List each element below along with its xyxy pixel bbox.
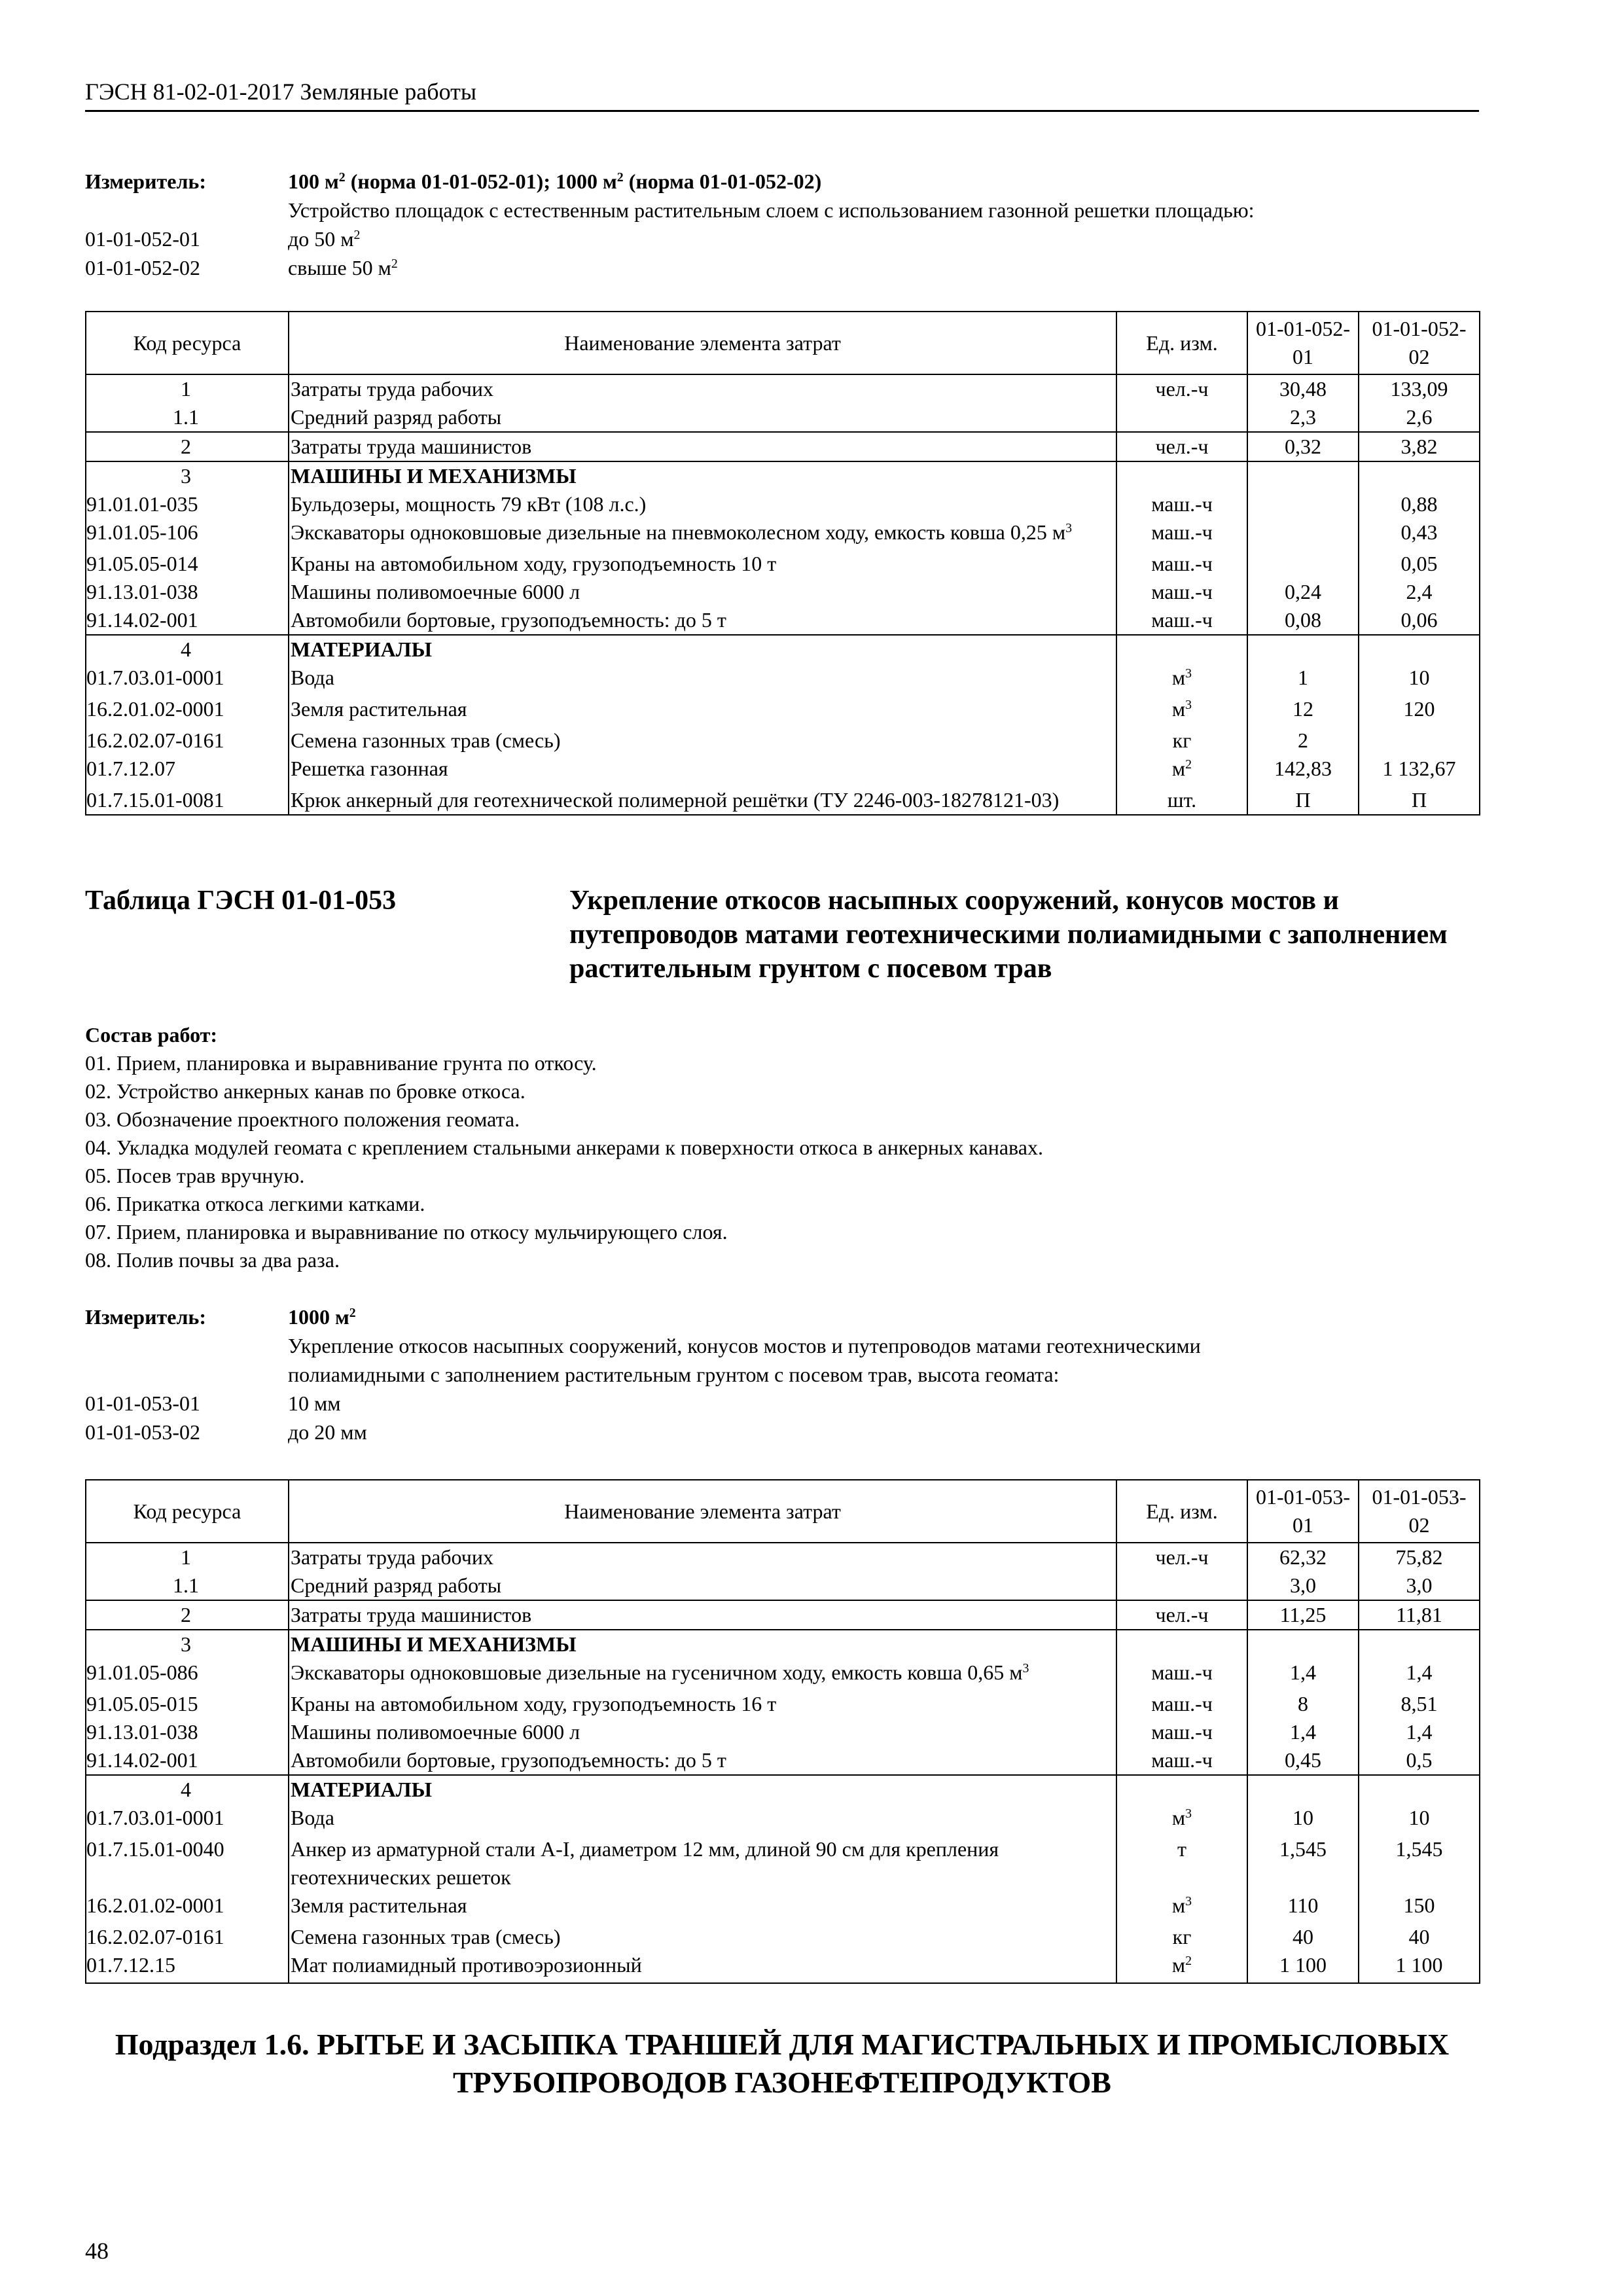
works-item: 08. Полив почвы за два раза. <box>85 1248 340 1272</box>
table-row <box>86 518 1480 550</box>
meter-description: Укрепление откосов насыпных сооружений, конусов мостов и путепроводов матами геотехническими <box>288 1334 1201 1357</box>
cell-value-2: 1,4 <box>1359 1659 1480 1690</box>
cell-value-1: 11,25 <box>1247 1600 1359 1630</box>
cell-unit: кг <box>1116 1923 1247 1951</box>
cell-value-1: 8 <box>1247 1690 1359 1718</box>
cell-unit: чел.-ч <box>1116 1543 1247 1571</box>
header-name: Наименование элемента затрат <box>289 1480 1116 1543</box>
cell-value-1: 3,0 <box>1247 1571 1359 1600</box>
cell-value-2 <box>1359 726 1480 755</box>
cell-value-2: 0,5 <box>1359 1746 1480 1775</box>
cell-value-1 <box>1247 490 1359 518</box>
table-row <box>86 1543 1480 1571</box>
resource-table-052 <box>85 311 1480 816</box>
cell-value-2: П <box>1359 786 1480 815</box>
cell-unit: $м^3$ <box>1116 664 1247 695</box>
cell-unit: маш.-ч <box>1116 606 1247 635</box>
cell-value-1 <box>1247 1630 1359 1659</box>
cell-unit: маш.-ч <box>1116 1718 1247 1746</box>
table-body <box>86 312 1480 815</box>
cell-value-2: 120 <box>1359 695 1480 726</box>
cell-name: Вода <box>289 664 1116 695</box>
cell-unit: чел.-ч <box>1116 1600 1247 1630</box>
cell-code: 4 <box>86 635 289 664</box>
cell-name: МАШИНЫ И МЕХАНИЗМЫ <box>289 461 1116 490</box>
table-row <box>86 1804 1480 1835</box>
cell-value-2: 10 <box>1359 664 1480 695</box>
cell-value-2: 3,0 <box>1359 1571 1480 1600</box>
norm-code: 01-01-052-02 <box>85 256 200 279</box>
running-header: ГЭСН 81-02-01-2017 Земляные работы <box>85 73 1479 112</box>
cell-name: Затраты труда рабочих <box>289 1543 1116 1571</box>
cell-name: Бульдозеры, мощность 79 кВт (108 л.с.) <box>289 490 1116 518</box>
cell-unit: шт. <box>1116 786 1247 815</box>
cell-code: 91.13.01-038 <box>86 578 289 606</box>
cell-value-1 <box>1247 1775 1359 1804</box>
cell-value-1: 62,32 <box>1247 1543 1359 1571</box>
cell-unit <box>1116 1571 1247 1600</box>
cell-code: 91.01.05-106 <box>86 518 289 550</box>
table-row <box>86 635 1480 664</box>
table-row <box>86 664 1480 695</box>
cell-code: 01.7.15.01-0081 <box>86 786 289 815</box>
cell-unit: $м^2$ <box>1116 755 1247 786</box>
cell-unit: $м^2$ <box>1116 1951 1247 1983</box>
cell-code: 01.7.12.07 <box>86 755 289 786</box>
cell-value-2: 1 100 <box>1359 1951 1480 1983</box>
table-row <box>86 1630 1480 1659</box>
cell-unit: маш.-ч <box>1116 1690 1247 1718</box>
table-header-row <box>86 1480 1480 1543</box>
cell-code: 91.05.05-015 <box>86 1690 289 1718</box>
table-row <box>86 1923 1480 1951</box>
cell-name: Экскаваторы одноковшовые дизельные на гусеничном ходу, емкость ковша 0,65 $м^3$ <box>289 1659 1116 1690</box>
works-title: Состав работ: <box>85 1023 218 1047</box>
meter-label: Измеритель: <box>85 170 206 193</box>
cell-code: 1.1 <box>86 1571 289 1600</box>
works-item: 06. Прикатка откоса легкими катками. <box>85 1192 425 1215</box>
cell-name: МАТЕРИАЛЫ <box>289 1775 1116 1804</box>
cell-name: Затраты труда машинистов <box>289 1600 1116 1630</box>
cell-value-2: 0,43 <box>1359 518 1480 550</box>
cell-unit <box>1116 635 1247 664</box>
cell-code: 01.7.03.01-0001 <box>86 1804 289 1835</box>
cell-code: 1.1 <box>86 403 289 432</box>
cell-value-2: 0,06 <box>1359 606 1480 635</box>
cell-code: 01.7.15.01-0040 <box>86 1835 289 1892</box>
cell-value-2: 11,81 <box>1359 1600 1480 1630</box>
cell-value-2 <box>1359 461 1480 490</box>
cell-value-2: 3,82 <box>1359 432 1480 461</box>
header-unit: Ед. изм. <box>1116 1480 1247 1543</box>
norm-code: 01-01-053-02 <box>85 1420 200 1444</box>
cell-name: Краны на автомобильном ходу, грузоподъемность 10 т <box>289 550 1116 578</box>
cell-unit: маш.-ч <box>1116 578 1247 606</box>
cell-value-1: 2 <box>1247 726 1359 755</box>
cell-code: 16.2.02.07-0161 <box>86 726 289 755</box>
norm-code: 01-01-053-01 <box>85 1391 200 1415</box>
cell-value-1: 0,32 <box>1247 432 1359 461</box>
cell-value-2: 1 132,67 <box>1359 755 1480 786</box>
cell-value-2: 2,4 <box>1359 578 1480 606</box>
cell-code: 16.2.02.07-0161 <box>86 1923 289 1951</box>
cell-code: 91.05.05-014 <box>86 550 289 578</box>
cell-name: Средний разряд работы <box>289 1571 1116 1600</box>
cell-name: Затраты труда машинистов <box>289 432 1116 461</box>
cell-name: Автомобили бортовые, грузоподъемность: до 5 т <box>289 1746 1116 1775</box>
cell-name: Крюк анкерный для геотехнической полимерной решётки (ТУ 2246-003-18278121-03) <box>289 786 1116 815</box>
cell-code: 91.01.05-086 <box>86 1659 289 1690</box>
cell-unit: маш.-ч <box>1116 1746 1247 1775</box>
cell-code: 01.7.12.15 <box>86 1951 289 1983</box>
cell-unit: маш.-ч <box>1116 1659 1247 1690</box>
table-row <box>86 1951 1480 1983</box>
cell-code: 3 <box>86 461 289 490</box>
header-col1: 01-01-053-01 <box>1247 1480 1359 1543</box>
works-list <box>85 1021 1479 1274</box>
cell-value-2: 1,545 <box>1359 1835 1480 1892</box>
cell-value-1 <box>1247 518 1359 550</box>
table-header-row <box>86 312 1480 374</box>
cell-name: МАШИНЫ И МЕХАНИЗМЫ <box>289 1630 1116 1659</box>
cell-name: Семена газонных трав (смесь) <box>289 1923 1116 1951</box>
table-title-label: Таблица ГЭСН 01-01-053 <box>85 886 397 916</box>
cell-unit: кг <box>1116 726 1247 755</box>
cell-value-1: 1 100 <box>1247 1951 1359 1983</box>
norm-text: до 50 $м^2$ <box>288 227 361 251</box>
cell-name: Семена газонных трав (смесь) <box>289 726 1116 755</box>
cell-unit: чел.-ч <box>1116 374 1247 403</box>
cell-unit: $м^3$ <box>1116 695 1247 726</box>
cell-value-1: 10 <box>1247 1804 1359 1835</box>
table-row <box>86 490 1480 518</box>
table-row <box>86 461 1480 490</box>
cell-unit <box>1116 1775 1247 1804</box>
header-code: Код ресурса <box>86 312 289 374</box>
cell-code: 4 <box>86 1775 289 1804</box>
table-row <box>86 578 1480 606</box>
meter-block-2 <box>85 1302 1479 1446</box>
cell-code: 2 <box>86 432 289 461</box>
table-row <box>86 695 1480 726</box>
table-row <box>86 726 1480 755</box>
header-code: Код ресурса <box>86 1480 289 1543</box>
table-title-text: Укрепление откосов насыпных сооружений, конусов мостов и путепроводов матами геотехническими полиамидными с заполнением растительным грунтом с посевом трав <box>569 886 1448 984</box>
cell-name: Средний разряд работы <box>289 403 1116 432</box>
cell-unit <box>1116 1630 1247 1659</box>
cell-code: 01.7.03.01-0001 <box>86 664 289 695</box>
header-name: Наименование элемента затрат <box>289 312 1116 374</box>
header-col2: 01-01-052-02 <box>1359 312 1480 374</box>
cell-unit <box>1116 461 1247 490</box>
table-row <box>86 606 1480 635</box>
table-body <box>86 1480 1480 1983</box>
cell-value-2: 0,05 <box>1359 550 1480 578</box>
cell-value-1: 30,48 <box>1247 374 1359 403</box>
cell-name: Автомобили бортовые, грузоподъемность: до 5 т <box>289 606 1116 635</box>
cell-value-1: 1,4 <box>1247 1659 1359 1690</box>
subsection-title: Подраздел 1.6. РЫТЬЕ И ЗАСЫПКА ТРАНШЕЙ ДЛЯ МАГИСТРАЛЬНЫХ И ПРОМЫСЛОВЫХ ТРУБОПРОВОДОВ ГАЗОНЕФТЕПРОДУКТОВ <box>115 2028 1450 2099</box>
cell-value-2: 2,6 <box>1359 403 1480 432</box>
cell-name: Краны на автомобильном ходу, грузоподъемность 16 т <box>289 1690 1116 1718</box>
table-row <box>86 1600 1480 1630</box>
cell-value-2: 40 <box>1359 1923 1480 1951</box>
works-item: 02. Устройство анкерных канав по бровке откоса. <box>85 1079 526 1103</box>
cell-value-1: 1,545 <box>1247 1835 1359 1892</box>
cell-value-1: 0,45 <box>1247 1746 1359 1775</box>
cell-name: Земля растительная <box>289 1892 1116 1923</box>
cell-value-2 <box>1359 1775 1480 1804</box>
cell-unit: чел.-ч <box>1116 432 1247 461</box>
cell-value-1: 2,3 <box>1247 403 1359 432</box>
cell-code: 91.13.01-038 <box>86 1718 289 1746</box>
cell-name: Решетка газонная <box>289 755 1116 786</box>
cell-code: 91.14.02-001 <box>86 1746 289 1775</box>
norm-text: 10 мм <box>288 1391 341 1415</box>
cell-value-1: 1 <box>1247 664 1359 695</box>
cell-value-2: 0,88 <box>1359 490 1480 518</box>
works-item: 05. Посев трав вручную. <box>85 1164 305 1187</box>
cell-value-1: 12 <box>1247 695 1359 726</box>
cell-name: Машины поливомоечные 6000 л <box>289 1718 1116 1746</box>
cell-name: Земля растительная <box>289 695 1116 726</box>
header-unit: Ед. изм. <box>1116 312 1247 374</box>
cell-name: Анкер из арматурной стали А-I, диаметром 12 мм, длиной 90 см для крепления геотехнических решеток <box>289 1835 1116 1892</box>
cell-value-1: 142,83 <box>1247 755 1359 786</box>
cell-name: Машины поливомоечные 6000 л <box>289 578 1116 606</box>
cell-name: Экскаваторы одноковшовые дизельные на пневмоколесном ходу, емкость ковша 0,25 $м^3$ <box>289 518 1116 550</box>
works-item: 07. Прием, планировка и выравнивание по откосу мульчирующего слоя. <box>85 1220 728 1244</box>
cell-code: 91.14.02-001 <box>86 606 289 635</box>
cell-value-1: 110 <box>1247 1892 1359 1923</box>
table-row <box>86 374 1480 403</box>
cell-code: 2 <box>86 1600 289 1630</box>
cell-value-2: 1,4 <box>1359 1718 1480 1746</box>
table-row <box>86 786 1480 815</box>
meter-block-1 <box>85 167 1479 282</box>
table-row <box>86 1571 1480 1600</box>
cell-value-1 <box>1247 461 1359 490</box>
cell-code: 1 <box>86 374 289 403</box>
cell-value-1: П <box>1247 786 1359 815</box>
cell-value-2: 150 <box>1359 1892 1480 1923</box>
cell-value-2: 75,82 <box>1359 1543 1480 1571</box>
cell-value-1: 0,24 <box>1247 578 1359 606</box>
table-row <box>86 403 1480 432</box>
cell-value-2: 10 <box>1359 1804 1480 1835</box>
cell-code: 3 <box>86 1630 289 1659</box>
cell-value-1 <box>1247 635 1359 664</box>
norm-text: до 20 мм <box>288 1420 367 1444</box>
norm-code: 01-01-052-01 <box>85 227 200 251</box>
meter-description: полиамидными с заполнением растительным грунтом с посевом трав, высота геомата: <box>288 1363 1060 1386</box>
cell-value-1 <box>1247 550 1359 578</box>
table-row <box>86 1746 1480 1775</box>
resource-table-053 <box>85 1479 1480 1984</box>
cell-value-1: 40 <box>1247 1923 1359 1951</box>
meter-value: 1000 $м^2$ <box>288 1305 356 1329</box>
table-title-block <box>85 884 1479 1001</box>
cell-name: МАТЕРИАЛЫ <box>289 635 1116 664</box>
table-row <box>86 1835 1480 1892</box>
works-item: 03. Обозначение проектного положения геомата. <box>85 1107 520 1131</box>
table-row <box>86 432 1480 461</box>
table-row <box>86 755 1480 786</box>
norm-text: свыше 50 $м^2$ <box>288 256 398 279</box>
meter-description: Устройство площадок с естественным растительным слоем с использованием газонной решетки площадью: <box>288 198 1255 222</box>
cell-unit: $м^3$ <box>1116 1892 1247 1923</box>
table-row <box>86 1718 1480 1746</box>
cell-code: 1 <box>86 1543 289 1571</box>
cell-unit: т <box>1116 1835 1247 1892</box>
cell-name: Мат полиамидный противоэрозионный <box>289 1951 1116 1983</box>
table-row <box>86 1892 1480 1923</box>
table-row <box>86 1690 1480 1718</box>
table-row <box>86 550 1480 578</box>
cell-unit: маш.-ч <box>1116 518 1247 550</box>
header-col1: 01-01-052-01 <box>1247 312 1359 374</box>
cell-name: Затраты труда рабочих <box>289 374 1116 403</box>
page-number: 48 <box>85 2238 109 2264</box>
cell-code: 16.2.01.02-0001 <box>86 1892 289 1923</box>
cell-unit: $м^3$ <box>1116 1804 1247 1835</box>
works-item: 04. Укладка модулей геомата с креплением стальными анкерами к поверхности откоса в анкерных канавах. <box>85 1136 1043 1159</box>
meter-label: Измеритель: <box>85 1305 206 1329</box>
meter-value: 100 $м^2$ (норма 01-01-052-01); 1000 $м^2$ (норма 01-01-052-02) <box>288 170 822 193</box>
cell-unit: маш.-ч <box>1116 490 1247 518</box>
cell-unit: маш.-ч <box>1116 550 1247 578</box>
cell-value-2 <box>1359 635 1480 664</box>
cell-value-1: 0,08 <box>1247 606 1359 635</box>
table-row <box>86 1775 1480 1804</box>
header-col2: 01-01-053-02 <box>1359 1480 1480 1543</box>
cell-value-1: 1,4 <box>1247 1718 1359 1746</box>
cell-value-2: 133,09 <box>1359 374 1480 403</box>
cell-unit <box>1116 403 1247 432</box>
works-item: 01. Прием, планировка и выравнивание грунта по откосу. <box>85 1051 597 1075</box>
cell-value-2 <box>1359 1630 1480 1659</box>
table-row <box>86 1659 1480 1690</box>
cell-value-2: 8,51 <box>1359 1690 1480 1718</box>
cell-code: 16.2.01.02-0001 <box>86 695 289 726</box>
cell-name: Вода <box>289 1804 1116 1835</box>
cell-code: 91.01.01-035 <box>86 490 289 518</box>
